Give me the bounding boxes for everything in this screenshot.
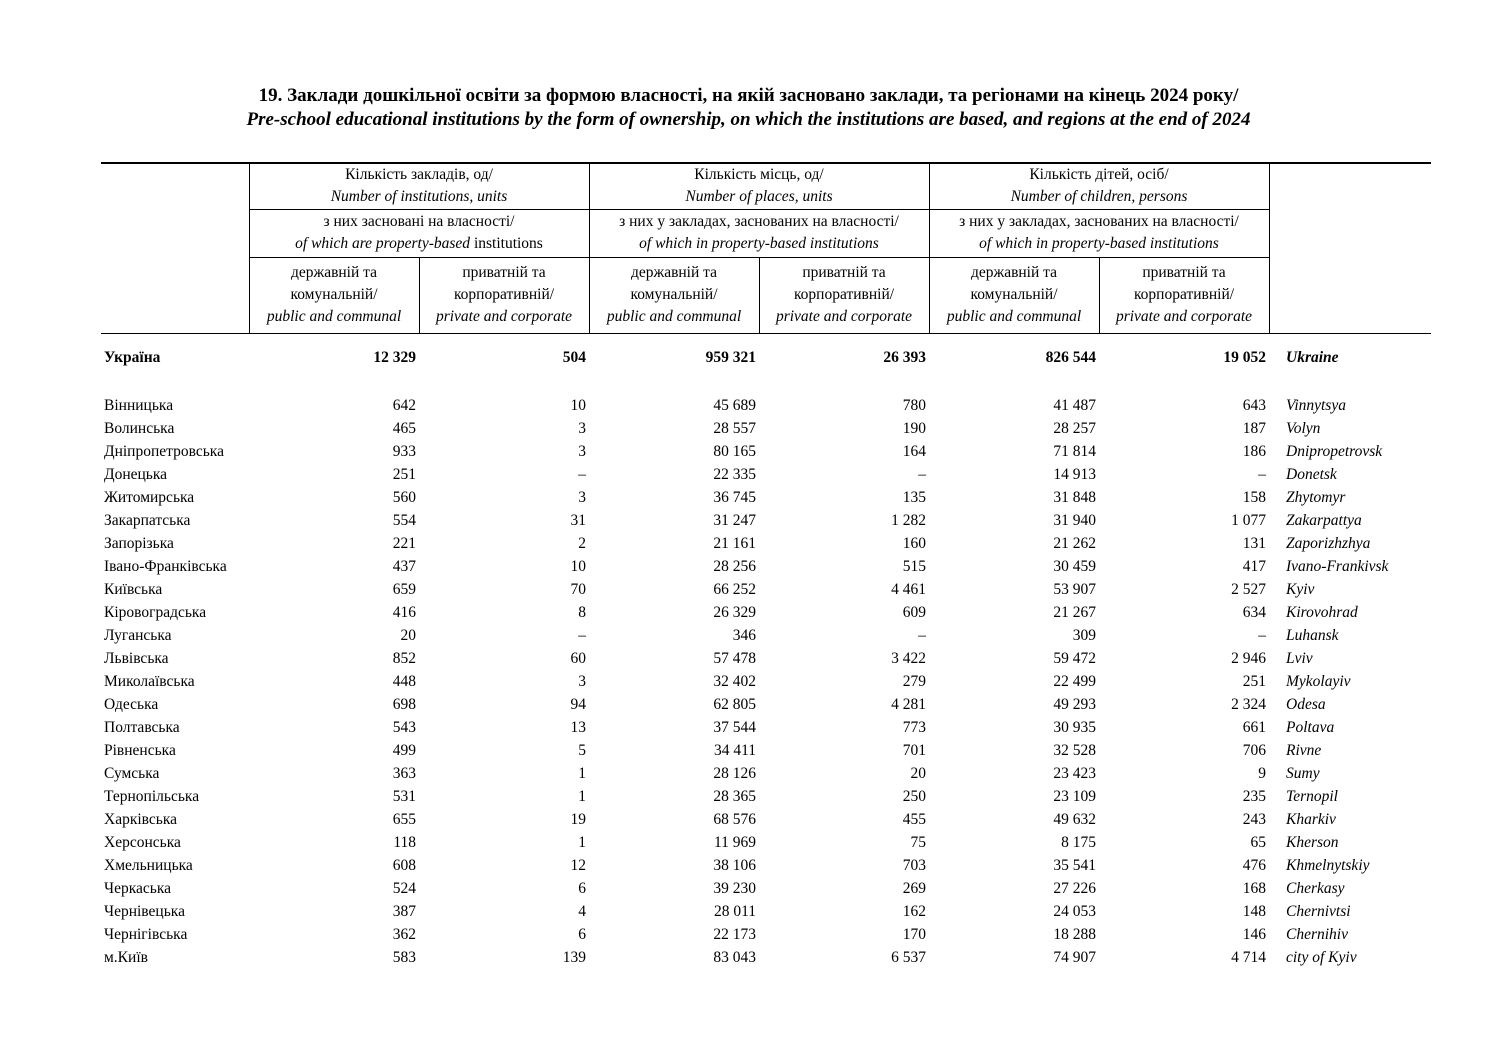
ownership-label-uk-line2: комунальній/ [630, 286, 718, 303]
region-name-en: Chernihiv [1286, 925, 1348, 943]
value-cell: 12 [570, 856, 586, 874]
value-cell: 11 969 [713, 833, 756, 851]
value-cell: 187 [1242, 419, 1266, 437]
region-name-en: Vinnytsya [1286, 396, 1346, 414]
value-cell: 4 714 [1231, 948, 1266, 966]
value-cell: 703 [902, 856, 926, 874]
region-name-en: Dnipropetrovsk [1286, 442, 1383, 460]
value-cell: 9 [1258, 764, 1266, 782]
value-cell: 235 [1242, 787, 1266, 805]
value-cell: 221 [392, 534, 416, 552]
places-subheader-uk: з них у закладах, заснованих на власності/ [619, 213, 899, 230]
ownership-label-en: public and communal [606, 308, 742, 325]
region-name-uk: Житомирська [104, 488, 195, 506]
value-cell: 250 [902, 787, 926, 805]
table-row [101, 831, 1431, 854]
value-cell: 22 499 [1053, 672, 1096, 690]
region-name-uk: Сумська [104, 764, 160, 782]
value-cell: 8 175 [1061, 833, 1096, 851]
value-cell: 10 [570, 557, 586, 575]
table-header [101, 163, 1431, 333]
table-row [101, 601, 1431, 624]
value-cell: 504 [562, 348, 586, 366]
value-cell: 27 226 [1053, 879, 1096, 897]
ownership-label-uk-line1: державній та [630, 264, 718, 281]
table-row [101, 946, 1431, 969]
value-cell: 3 [578, 442, 586, 460]
table-row [101, 624, 1431, 647]
region-en-header [1269, 163, 1431, 333]
value-cell: 23 109 [1053, 787, 1096, 805]
value-cell: 455 [902, 810, 926, 828]
spacer-cell [929, 382, 1099, 394]
value-cell: 706 [1242, 741, 1266, 759]
value-cell: 19 [570, 810, 586, 828]
table-title-english: Pre-school educational institutions by the form of ownership, on which the institutions are based, and regions at the end of 2024 [246, 109, 1251, 130]
value-cell: 21 161 [713, 534, 756, 552]
value-cell: 1 [578, 833, 586, 851]
region-name-en: Donetsk [1286, 465, 1337, 483]
places-header-en: Number of places, units [685, 188, 833, 206]
table-row [101, 463, 1431, 486]
region-name-uk: Одеська [104, 695, 159, 713]
ownership-label-en: public and communal [946, 308, 1082, 325]
table-row [101, 670, 1431, 693]
table-row [101, 647, 1431, 670]
value-cell: 38 106 [713, 856, 756, 874]
region-name-uk: Чернігівська [104, 925, 188, 943]
table-row [101, 486, 1431, 509]
value-cell: 45 689 [713, 396, 756, 414]
region-name-en: Sumy [1286, 764, 1320, 782]
value-cell: 2 324 [1231, 695, 1266, 713]
value-cell: 66 252 [713, 580, 756, 598]
value-cell: 57 478 [713, 649, 756, 667]
table-row [101, 739, 1431, 762]
region-name-uk: Івано-Франківська [104, 557, 227, 575]
spacer-cell [101, 382, 249, 394]
value-cell: 448 [392, 672, 416, 690]
region-name-uk: Львівська [104, 649, 169, 667]
value-cell: 10 [570, 396, 586, 414]
value-cell: 75 [910, 833, 926, 851]
region-name-uk: Дніпропетровська [104, 442, 224, 460]
table-row [101, 854, 1431, 877]
value-cell: 416 [392, 603, 416, 621]
value-cell: 68 576 [713, 810, 756, 828]
table-row [101, 532, 1431, 555]
region-name-uk: Миколаївська [104, 672, 195, 690]
table-row [101, 693, 1431, 716]
region-name-uk: Рівненська [104, 741, 176, 759]
value-cell: 21 267 [1053, 603, 1096, 621]
value-cell: 30 935 [1053, 718, 1096, 736]
value-cell: 53 907 [1053, 580, 1096, 598]
value-cell: 71 814 [1053, 442, 1096, 460]
value-cell: 41 487 [1053, 396, 1096, 414]
ownership-label-uk-line1: державній та [970, 264, 1058, 281]
region-name-uk: Запорізька [104, 534, 174, 552]
region-name-en: Poltava [1286, 718, 1335, 736]
region-name-en: Kharkiv [1286, 810, 1336, 828]
value-cell: 60 [570, 649, 586, 667]
table-row [101, 578, 1431, 601]
children-subheader-en: of which in property-based institutions [979, 235, 1219, 252]
value-cell: 251 [1242, 672, 1266, 690]
ownership-label-uk-line2: корпоративній/ [453, 286, 555, 303]
value-cell: 6 [578, 925, 586, 943]
value-cell: 515 [902, 557, 926, 575]
value-cell: 465 [392, 419, 416, 437]
institutions-subheader-en: of which are property-based [295, 235, 471, 252]
ownership-label-uk-line1: приватній та [1142, 264, 1226, 281]
value-cell: – [578, 626, 586, 644]
places-subheader [589, 209, 929, 257]
value-cell: – [1258, 465, 1266, 483]
institutions-header-en: Number of institutions, units [330, 188, 508, 206]
value-cell: 8 [578, 603, 586, 621]
value-cell: 661 [1242, 718, 1266, 736]
value-cell: 164 [902, 442, 926, 460]
region-name-uk: Чернівецька [104, 902, 185, 920]
value-cell: 826 544 [1045, 348, 1096, 366]
value-cell: 26 329 [713, 603, 756, 621]
value-cell: 37 544 [713, 718, 756, 736]
table-row [101, 716, 1431, 739]
value-cell: 476 [1242, 856, 1266, 874]
value-cell: 20 [400, 626, 416, 644]
spacer-cell [249, 382, 419, 394]
value-cell: 1 [578, 764, 586, 782]
table-row [101, 785, 1431, 808]
value-cell: 14 913 [1053, 465, 1096, 483]
table-title-ukrainian: 19. Заклади дошкільної освіти за формою власності, на якій засновано заклади, та регіонами на кінець 2024 року/ [258, 85, 1239, 106]
places-header-uk: Кількість місць, од/ [694, 166, 824, 184]
value-cell: 158 [1242, 488, 1266, 506]
region-uk-header [101, 163, 249, 333]
region-name-en: Kherson [1286, 833, 1339, 851]
value-cell: 609 [902, 603, 926, 621]
value-cell: 186 [1242, 442, 1266, 460]
value-cell: 309 [1072, 626, 1096, 644]
value-cell: 170 [902, 925, 926, 943]
value-cell: 346 [732, 626, 756, 644]
value-cell: 933 [392, 442, 416, 460]
value-cell: 49 293 [1053, 695, 1096, 713]
region-name-uk: Вінницька [104, 396, 174, 414]
ownership-label-uk-line1: приватній та [802, 264, 886, 281]
value-cell: 49 632 [1053, 810, 1096, 828]
value-cell: 131 [1242, 534, 1266, 552]
value-cell: 554 [392, 511, 416, 529]
value-cell: 499 [392, 741, 416, 759]
value-cell: 2 946 [1231, 649, 1266, 667]
ownership-label-en: public and communal [266, 308, 402, 325]
institutions-public-header [249, 257, 419, 333]
region-name-uk: Черкаська [104, 879, 172, 897]
value-cell: 6 537 [891, 948, 926, 966]
value-cell: 608 [392, 856, 416, 874]
places-private-header [759, 257, 929, 333]
region-name-uk: Волинська [104, 419, 175, 437]
value-cell: 543 [392, 718, 416, 736]
region-name-en: Rivne [1286, 741, 1322, 759]
value-cell: 94 [570, 695, 586, 713]
value-cell: 4 461 [891, 580, 926, 598]
value-cell: 31 848 [1053, 488, 1096, 506]
value-cell: 642 [392, 396, 416, 414]
table-row [101, 808, 1431, 831]
value-cell: 139 [562, 948, 586, 966]
value-cell: 22 173 [713, 925, 756, 943]
children-header-en: Number of children, persons [1010, 188, 1188, 206]
value-cell: 28 365 [713, 787, 756, 805]
ownership-label-en: private and corporate [435, 308, 573, 325]
region-name-en: Zakarpattya [1286, 511, 1362, 529]
value-cell: 4 [578, 902, 586, 920]
value-cell: 18 288 [1053, 925, 1096, 943]
region-name-en: city of Kyiv [1286, 948, 1357, 966]
value-cell: 269 [902, 879, 926, 897]
value-cell: 31 247 [713, 511, 756, 529]
value-cell: 26 393 [883, 348, 926, 366]
value-cell: 28 011 [713, 902, 756, 920]
total-row [101, 333, 1431, 382]
region-name-en: Khmelnytskiy [1286, 856, 1370, 874]
region-name-uk: Хмельницька [104, 856, 193, 874]
region-name-en: Kyiv [1286, 580, 1315, 598]
institutions-subheader-uk: з них засновані на власності/ [323, 213, 515, 230]
region-name-en: Chernivtsi [1286, 902, 1351, 920]
children-subheader-uk: з них у закладах, заснованих на власності/ [959, 213, 1239, 230]
table-row [101, 900, 1431, 923]
institutions-header-uk: Кількість закладів, од/ [345, 166, 493, 184]
value-cell: 32 528 [1053, 741, 1096, 759]
value-cell: 959 321 [705, 348, 756, 366]
value-cell: 28 126 [713, 764, 756, 782]
value-cell: 36 745 [713, 488, 756, 506]
value-cell: 160 [902, 534, 926, 552]
ownership-label-uk-line2: комунальній/ [970, 286, 1058, 303]
value-cell: 83 043 [713, 948, 756, 966]
children-header-uk: Кількість дітей, осіб/ [1029, 166, 1169, 184]
value-cell: 32 402 [713, 672, 756, 690]
value-cell: 363 [392, 764, 416, 782]
table-row [101, 440, 1431, 463]
value-cell: 643 [1242, 396, 1266, 414]
value-cell: 4 281 [891, 695, 926, 713]
region-name-en: Volyn [1286, 419, 1321, 437]
value-cell: 28 256 [713, 557, 756, 575]
region-name-uk: Закарпатська [104, 511, 191, 529]
ownership-label-en: private and corporate [1115, 308, 1253, 325]
value-cell: 162 [902, 902, 926, 920]
value-cell: 13 [570, 718, 586, 736]
value-cell: 65 [1250, 833, 1266, 851]
value-cell: 243 [1242, 810, 1266, 828]
value-cell: 701 [902, 741, 926, 759]
region-name-en: Odesa [1286, 695, 1326, 713]
value-cell: 21 262 [1053, 534, 1096, 552]
value-cell: 2 [578, 534, 586, 552]
institutions-private-header [419, 257, 589, 333]
value-cell: 39 230 [713, 879, 756, 897]
value-cell: 417 [1242, 557, 1266, 575]
ownership-label-uk-line1: приватній та [462, 264, 546, 281]
region-name-en: Ternopil [1286, 787, 1338, 805]
value-cell: 3 [578, 672, 586, 690]
region-name-en: Luhansk [1286, 626, 1339, 644]
value-cell: 59 472 [1053, 649, 1096, 667]
value-cell: 31 940 [1053, 511, 1096, 529]
table-row [101, 762, 1431, 785]
region-name-uk: Тернопільська [104, 787, 200, 805]
region-name-en: Kirovohrad [1286, 603, 1358, 621]
ownership-label-uk-line2: корпоративній/ [1133, 286, 1235, 303]
table-row [101, 555, 1431, 578]
region-name-uk: Полтавська [104, 718, 180, 736]
value-cell: 31 [570, 511, 586, 529]
children-public-header [929, 257, 1099, 333]
children-private-header [1099, 257, 1269, 333]
ownership-label-uk-line1: державній та [290, 264, 378, 281]
children-subheader [929, 209, 1269, 257]
ownership-label-uk-line2: корпоративній/ [793, 286, 895, 303]
value-cell: 560 [392, 488, 416, 506]
value-cell: 70 [570, 580, 586, 598]
table-row [101, 923, 1431, 946]
region-name-en: Zhytomyr [1286, 488, 1346, 506]
spacer-cell [1099, 382, 1269, 394]
region-name-uk: Луганська [104, 626, 172, 644]
table-row [101, 417, 1431, 440]
value-cell: 24 053 [1053, 902, 1096, 920]
table-body [101, 333, 1431, 969]
value-cell: 634 [1242, 603, 1266, 621]
value-cell: – [918, 626, 926, 644]
institutions-subheader-en-tail: institutions [470, 235, 543, 252]
value-cell: 148 [1242, 902, 1266, 920]
region-name-uk: Харківська [104, 810, 178, 828]
region-name-uk: Київська [104, 580, 163, 598]
ownership-label-uk-line2: комунальній/ [290, 286, 378, 303]
region-name-en: Lviv [1286, 649, 1313, 667]
spacer-cell [419, 382, 589, 394]
value-cell: 3 [578, 488, 586, 506]
region-name-uk: Донецька [104, 465, 168, 483]
value-cell: 524 [392, 879, 416, 897]
value-cell: 780 [902, 396, 926, 414]
value-cell: 1 077 [1231, 511, 1266, 529]
value-cell: 3 [578, 419, 586, 437]
value-cell: – [1258, 626, 1266, 644]
value-cell: 74 907 [1053, 948, 1096, 966]
value-cell: 1 [578, 787, 586, 805]
value-cell: 437 [392, 557, 416, 575]
places-public-header [589, 257, 759, 333]
spacer-cell [1269, 382, 1431, 394]
value-cell: 19 052 [1223, 348, 1266, 366]
value-cell: 583 [392, 948, 416, 966]
institutions-header [249, 163, 589, 209]
value-cell: 362 [392, 925, 416, 943]
value-cell: 28 257 [1053, 419, 1096, 437]
table-row [101, 877, 1431, 900]
spacer-cell [759, 382, 929, 394]
value-cell: 35 541 [1053, 856, 1096, 874]
value-cell: 34 411 [713, 741, 756, 759]
value-cell: 80 165 [713, 442, 756, 460]
value-cell: 135 [902, 488, 926, 506]
value-cell: 3 422 [891, 649, 926, 667]
region-name-en: Mykolayiv [1286, 672, 1351, 690]
value-cell: 6 [578, 879, 586, 897]
value-cell: 28 557 [713, 419, 756, 437]
value-cell: 118 [393, 833, 416, 851]
places-header [589, 163, 929, 209]
value-cell: 190 [902, 419, 926, 437]
value-cell: 62 805 [713, 695, 756, 713]
region-name-en: Ukraine [1286, 348, 1339, 366]
places-subheader-en: of which in property-based institutions [639, 235, 879, 252]
value-cell: 531 [392, 787, 416, 805]
spacer-row [101, 382, 1431, 394]
institutions-subheader [249, 209, 589, 257]
region-name-uk: Україна [104, 348, 161, 366]
region-name-uk: Кіровоградська [104, 603, 207, 621]
value-cell: 251 [392, 465, 416, 483]
region-name-uk: Херсонська [104, 833, 181, 851]
table-row [101, 394, 1431, 417]
value-cell: 168 [1242, 879, 1266, 897]
value-cell: 12 329 [373, 348, 416, 366]
value-cell: 655 [392, 810, 416, 828]
value-cell: 22 335 [713, 465, 756, 483]
institutions-table [101, 162, 1431, 969]
value-cell: 773 [902, 718, 926, 736]
value-cell: 146 [1242, 925, 1266, 943]
region-name-en: Ivano-Frankivsk [1286, 557, 1389, 575]
value-cell: – [918, 465, 926, 483]
value-cell: 1 282 [891, 511, 926, 529]
value-cell: 23 423 [1053, 764, 1096, 782]
value-cell: 852 [392, 649, 416, 667]
value-cell: 387 [392, 902, 416, 920]
value-cell: 2 527 [1231, 580, 1266, 598]
region-name-en: Cherkasy [1286, 879, 1345, 897]
value-cell: 698 [392, 695, 416, 713]
value-cell: 5 [578, 741, 586, 759]
spacer-cell [589, 382, 759, 394]
region-name-en: Zaporizhzhya [1286, 534, 1371, 552]
table-row [101, 509, 1431, 532]
value-cell: – [578, 465, 586, 483]
region-name-uk: м.Київ [104, 948, 148, 966]
value-cell: 30 459 [1053, 557, 1096, 575]
value-cell: 279 [902, 672, 926, 690]
ownership-label-en: private and corporate [775, 308, 913, 325]
children-header [929, 163, 1269, 209]
value-cell: 659 [392, 580, 416, 598]
value-cell: 20 [910, 764, 926, 782]
